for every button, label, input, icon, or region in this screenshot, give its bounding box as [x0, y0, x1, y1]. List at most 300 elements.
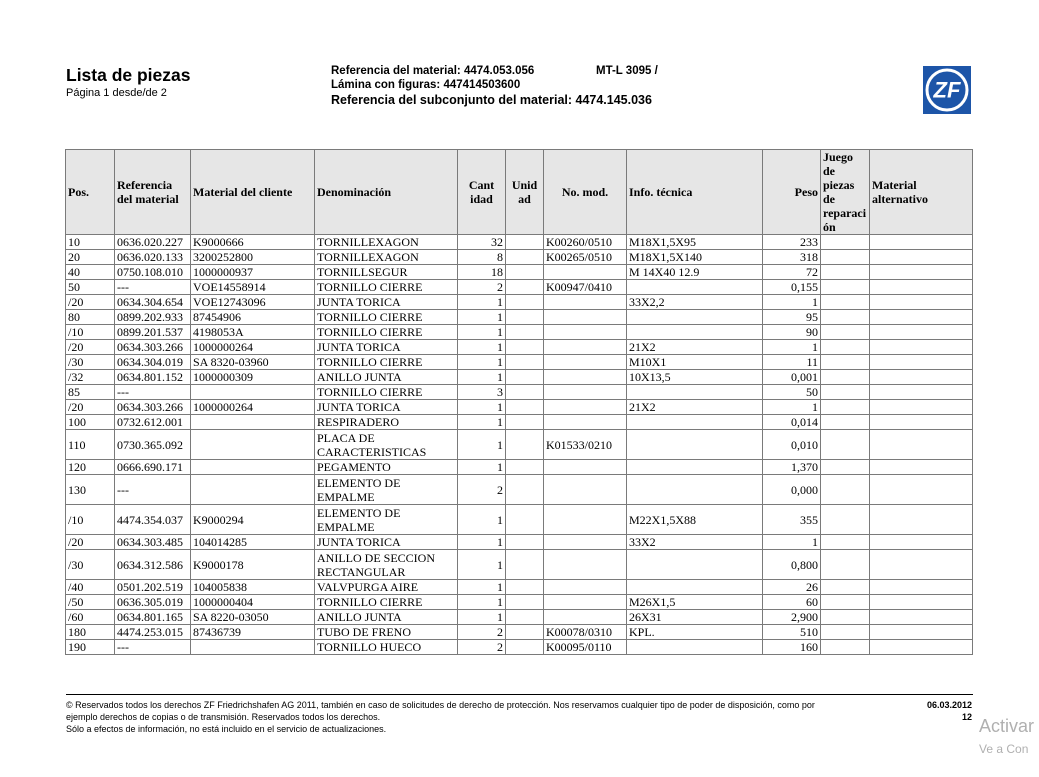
cell-quantity: 1	[458, 505, 506, 535]
cell-alt-material	[870, 640, 973, 655]
cell-model-no: K00265/0510	[544, 250, 627, 265]
cell-pos: 10	[66, 235, 115, 250]
cell-pos: /40	[66, 580, 115, 595]
cell-repair-kit	[821, 460, 870, 475]
col-customer-material: Material del cliente	[191, 150, 315, 235]
cell-quantity: 1	[458, 340, 506, 355]
cell-model-no: K01533/0210	[544, 430, 627, 460]
cell-customer-material: 1000000404	[191, 595, 315, 610]
cell-alt-material	[870, 535, 973, 550]
cell-denomination: PLACA DE CARACTERISTICAS	[315, 430, 458, 460]
cell-repair-kit	[821, 640, 870, 655]
cell-model-no	[544, 505, 627, 535]
cell-customer-material: K9000178	[191, 550, 315, 580]
table-row	[66, 415, 973, 430]
cell-model-no	[544, 400, 627, 415]
cell-technical-info: KPL.	[627, 625, 763, 640]
cell-repair-kit	[821, 250, 870, 265]
cell-weight: 1	[763, 295, 821, 310]
cell-pos: /30	[66, 550, 115, 580]
page-info: Página 1 desde/de 2	[66, 87, 167, 99]
cell-quantity: 1	[458, 415, 506, 430]
cell-weight: 90	[763, 325, 821, 340]
cell-material-ref: 0899.201.537	[115, 325, 191, 340]
table-row	[66, 610, 973, 625]
cell-customer-material: K9000294	[191, 505, 315, 535]
cell-customer-material: 1000000309	[191, 370, 315, 385]
cell-denomination: TORNILLO CIERRE	[315, 325, 458, 340]
cell-alt-material	[870, 385, 973, 400]
cell-unit	[506, 265, 544, 280]
cell-customer-material	[191, 385, 315, 400]
cell-unit	[506, 250, 544, 265]
cell-technical-info: 10X13,5	[627, 370, 763, 385]
cell-quantity: 1	[458, 430, 506, 460]
cell-alt-material	[870, 400, 973, 415]
cell-customer-material: 4198053A	[191, 325, 315, 340]
cell-pos: 80	[66, 310, 115, 325]
col-pos: Pos.	[66, 150, 115, 235]
parts-table	[65, 149, 973, 655]
cell-material-ref: 0634.801.165	[115, 610, 191, 625]
table-row	[66, 595, 973, 610]
table-row	[66, 280, 973, 295]
footer-date: 06.03.2012	[926, 700, 972, 710]
cell-technical-info	[627, 325, 763, 340]
footer-page-number: 12	[961, 712, 972, 722]
col-alt-material: Material alternativo	[870, 150, 973, 235]
cell-unit	[506, 355, 544, 370]
cell-customer-material: VOE12743096	[191, 295, 315, 310]
cell-weight: 11	[763, 355, 821, 370]
cell-material-ref: 0634.312.586	[115, 550, 191, 580]
cell-technical-info	[627, 385, 763, 400]
cell-weight: 318	[763, 250, 821, 265]
cell-denomination: ELEMENTO DE EMPALME	[315, 505, 458, 535]
cell-model-no: K00078/0310	[544, 625, 627, 640]
cell-technical-info	[627, 280, 763, 295]
cell-model-no	[544, 535, 627, 550]
table-row	[66, 640, 973, 655]
cell-denomination: ANILLO DE SECCION RECTANGULAR	[315, 550, 458, 580]
cell-unit	[506, 475, 544, 505]
cell-material-ref: 0634.303.266	[115, 340, 191, 355]
cell-material-ref: 0636.020.133	[115, 250, 191, 265]
cell-technical-info: M18X1,5X95	[627, 235, 763, 250]
cell-weight: 355	[763, 505, 821, 535]
cell-technical-info: 21X2	[627, 340, 763, 355]
cell-denomination: JUNTA TORICA	[315, 295, 458, 310]
cell-unit	[506, 340, 544, 355]
cell-repair-kit	[821, 475, 870, 505]
cell-alt-material	[870, 250, 973, 265]
cell-material-ref: 0750.108.010	[115, 265, 191, 280]
activation-watermark-sub: Ve a Con	[979, 742, 1029, 756]
cell-unit	[506, 400, 544, 415]
table-row	[66, 340, 973, 355]
cell-denomination: JUNTA TORICA	[315, 400, 458, 415]
activation-watermark: Activar	[979, 716, 1035, 736]
cell-technical-info	[627, 460, 763, 475]
mtl-code: MT-L 3095 /	[596, 65, 658, 77]
cell-quantity: 2	[458, 475, 506, 505]
cell-pos: /60	[66, 610, 115, 625]
cell-customer-material	[191, 430, 315, 460]
cell-repair-kit	[821, 625, 870, 640]
cell-pos: 120	[66, 460, 115, 475]
cell-material-ref: ---	[115, 280, 191, 295]
cell-repair-kit	[821, 310, 870, 325]
cell-pos: /20	[66, 400, 115, 415]
cell-repair-kit	[821, 415, 870, 430]
cell-alt-material	[870, 280, 973, 295]
cell-customer-material: VOE14558914	[191, 280, 315, 295]
cell-alt-material	[870, 460, 973, 475]
cell-denomination: VALVPURGA AIRE	[315, 580, 458, 595]
cell-alt-material	[870, 550, 973, 580]
cell-quantity: 1	[458, 550, 506, 580]
col-weight: Peso	[763, 150, 821, 235]
cell-alt-material	[870, 325, 973, 340]
col-unit: Unid ad	[506, 150, 544, 235]
cell-denomination: ANILLO JUNTA	[315, 370, 458, 385]
cell-material-ref: ---	[115, 475, 191, 505]
cell-repair-kit	[821, 580, 870, 595]
cell-quantity: 32	[458, 235, 506, 250]
cell-customer-material: 104005838	[191, 580, 315, 595]
cell-model-no	[544, 265, 627, 280]
cell-pos: 40	[66, 265, 115, 280]
cell-model-no	[544, 295, 627, 310]
table-row	[66, 475, 973, 505]
cell-repair-kit	[821, 505, 870, 535]
cell-denomination: ELEMENTO DE EMPALME	[315, 475, 458, 505]
cell-weight: 0,155	[763, 280, 821, 295]
cell-repair-kit	[821, 280, 870, 295]
cell-unit	[506, 385, 544, 400]
cell-weight: 72	[763, 265, 821, 280]
cell-alt-material	[870, 430, 973, 460]
page-title: Lista de piezas	[66, 65, 191, 85]
cell-denomination: TORNILLO CIERRE	[315, 310, 458, 325]
cell-technical-info	[627, 430, 763, 460]
cell-technical-info: M 14X40 12.9	[627, 265, 763, 280]
cell-material-ref: ---	[115, 640, 191, 655]
cell-alt-material	[870, 295, 973, 310]
table-row	[66, 580, 973, 595]
cell-denomination: TORNILLO CIERRE	[315, 385, 458, 400]
footer-text	[66, 699, 906, 735]
cell-denomination: TUBO DE FRENO	[315, 625, 458, 640]
cell-unit	[506, 535, 544, 550]
cell-pos: 20	[66, 250, 115, 265]
cell-weight: 0,800	[763, 550, 821, 580]
cell-quantity: 18	[458, 265, 506, 280]
cell-denomination: JUNTA TORICA	[315, 340, 458, 355]
subassembly-reference: Referencia del subconjunto del material: 4474.145.036	[331, 93, 652, 107]
cell-denomination: JUNTA TORICA	[315, 535, 458, 550]
cell-unit	[506, 415, 544, 430]
table-row	[66, 625, 973, 640]
cell-material-ref: 0501.202.519	[115, 580, 191, 595]
cell-customer-material: SA 8220-03050	[191, 610, 315, 625]
cell-alt-material	[870, 265, 973, 280]
cell-unit	[506, 595, 544, 610]
cell-material-ref: 0730.365.092	[115, 430, 191, 460]
cell-weight: 2,900	[763, 610, 821, 625]
cell-technical-info	[627, 475, 763, 505]
table-row	[66, 430, 973, 460]
cell-technical-info: M26X1,5	[627, 595, 763, 610]
cell-denomination: RESPIRADERO	[315, 415, 458, 430]
cell-pos: 100	[66, 415, 115, 430]
cell-customer-material: 3200252800	[191, 250, 315, 265]
cell-denomination: TORNILLO CIERRE	[315, 595, 458, 610]
cell-weight: 0,000	[763, 475, 821, 505]
cell-unit	[506, 295, 544, 310]
cell-model-no	[544, 610, 627, 625]
cell-alt-material	[870, 475, 973, 505]
table-row	[66, 310, 973, 325]
cell-technical-info: 21X2	[627, 400, 763, 415]
cell-alt-material	[870, 415, 973, 430]
cell-model-no	[544, 580, 627, 595]
cell-weight: 0,010	[763, 430, 821, 460]
cell-material-ref: 0634.304.019	[115, 355, 191, 370]
footer-disclaimer: Sólo a efectos de información, no está incluido en el servicio de actualizaciones.	[66, 724, 387, 734]
cell-technical-info	[627, 640, 763, 655]
cell-unit	[506, 640, 544, 655]
cell-model-no	[544, 385, 627, 400]
cell-repair-kit	[821, 265, 870, 280]
cell-pos: /50	[66, 595, 115, 610]
cell-pos: /30	[66, 355, 115, 370]
cell-weight: 50	[763, 385, 821, 400]
cell-quantity: 1	[458, 595, 506, 610]
cell-customer-material: 1000000937	[191, 265, 315, 280]
cell-material-ref: 0899.202.933	[115, 310, 191, 325]
cell-repair-kit	[821, 595, 870, 610]
cell-weight: 0,014	[763, 415, 821, 430]
cell-model-no: K00947/0410	[544, 280, 627, 295]
cell-quantity: 1	[458, 580, 506, 595]
cell-technical-info: M10X1	[627, 355, 763, 370]
cell-repair-kit	[821, 235, 870, 250]
cell-unit	[506, 310, 544, 325]
cell-pos: /20	[66, 340, 115, 355]
cell-repair-kit	[821, 550, 870, 580]
table-row	[66, 370, 973, 385]
cell-model-no: K00260/0510	[544, 235, 627, 250]
cell-weight: 1	[763, 400, 821, 415]
cell-denomination: TORNILLSEGUR	[315, 265, 458, 280]
cell-material-ref: 0634.304.654	[115, 295, 191, 310]
cell-quantity: 1	[458, 310, 506, 325]
cell-repair-kit	[821, 295, 870, 310]
cell-alt-material	[870, 505, 973, 535]
cell-unit	[506, 430, 544, 460]
cell-pos: /10	[66, 325, 115, 340]
table-row	[66, 400, 973, 415]
cell-denomination: TORNILLEXAGON	[315, 235, 458, 250]
table-row	[66, 235, 973, 250]
cell-technical-info: 33X2,2	[627, 295, 763, 310]
col-repair-kit: Juego de piezas de reparaci ón	[821, 150, 870, 235]
cell-repair-kit	[821, 430, 870, 460]
cell-material-ref: 4474.354.037	[115, 505, 191, 535]
cell-model-no	[544, 340, 627, 355]
cell-quantity: 1	[458, 400, 506, 415]
cell-repair-kit	[821, 400, 870, 415]
cell-denomination: TORNILLEXAGON	[315, 250, 458, 265]
cell-repair-kit	[821, 610, 870, 625]
cell-customer-material: 104014285	[191, 535, 315, 550]
cell-material-ref: 0666.690.171	[115, 460, 191, 475]
cell-customer-material	[191, 460, 315, 475]
cell-customer-material: 87436739	[191, 625, 315, 640]
col-material-ref: Referencia del material	[115, 150, 191, 235]
cell-customer-material: 87454906	[191, 310, 315, 325]
table-row	[66, 505, 973, 535]
table-row	[66, 325, 973, 340]
cell-repair-kit	[821, 355, 870, 370]
cell-unit	[506, 505, 544, 535]
cell-alt-material	[870, 580, 973, 595]
cell-denomination: ANILLO JUNTA	[315, 610, 458, 625]
material-reference: Referencia del material: 4474.053.056	[331, 65, 535, 77]
cell-weight: 510	[763, 625, 821, 640]
table-header-row	[66, 150, 973, 235]
cell-material-ref: 0732.612.001	[115, 415, 191, 430]
cell-weight: 26	[763, 580, 821, 595]
cell-unit	[506, 325, 544, 340]
cell-unit	[506, 580, 544, 595]
table-row	[66, 535, 973, 550]
footer-rights: ejemplo derechos de copias o de transmisión. Reservados todos los derechos.	[66, 712, 381, 722]
cell-pos: /20	[66, 295, 115, 310]
col-technical-info: Info. técnica	[627, 150, 763, 235]
zf-logo-text: ZF	[933, 77, 961, 103]
cell-alt-material	[870, 625, 973, 640]
cell-denomination: TORNILLO CIERRE	[315, 355, 458, 370]
table-row	[66, 265, 973, 280]
cell-quantity: 1	[458, 370, 506, 385]
cell-denomination: PEGAMENTO	[315, 460, 458, 475]
cell-quantity: 1	[458, 355, 506, 370]
figures-sheet: Lámina con figuras: 447414503600	[331, 79, 521, 91]
footer-copyright: © Reservados todos los derechos ZF Friedrichshafen AG 2011, también en caso de solicitudes de derecho de protección. Nos reservamos cualquier tipo de poder de disposición, como por	[66, 700, 815, 710]
cell-material-ref: 4474.253.015	[115, 625, 191, 640]
cell-weight: 1	[763, 535, 821, 550]
cell-unit	[506, 610, 544, 625]
cell-technical-info: M22X1,5X88	[627, 505, 763, 535]
cell-quantity: 1	[458, 295, 506, 310]
cell-material-ref: 0634.801.152	[115, 370, 191, 385]
cell-unit	[506, 235, 544, 250]
table-row	[66, 460, 973, 475]
table-row	[66, 385, 973, 400]
cell-model-no	[544, 310, 627, 325]
cell-pos: /32	[66, 370, 115, 385]
cell-customer-material	[191, 640, 315, 655]
cell-material-ref: 0634.303.266	[115, 400, 191, 415]
cell-alt-material	[870, 595, 973, 610]
cell-quantity: 1	[458, 610, 506, 625]
cell-pos: 85	[66, 385, 115, 400]
cell-weight: 95	[763, 310, 821, 325]
cell-technical-info	[627, 580, 763, 595]
table-row	[66, 355, 973, 370]
cell-quantity: 1	[458, 535, 506, 550]
cell-customer-material: 1000000264	[191, 400, 315, 415]
cell-quantity: 2	[458, 280, 506, 295]
cell-alt-material	[870, 370, 973, 385]
cell-weight: 1,370	[763, 460, 821, 475]
table-row	[66, 295, 973, 310]
cell-customer-material: SA 8320-03960	[191, 355, 315, 370]
cell-customer-material: K9000666	[191, 235, 315, 250]
cell-alt-material	[870, 610, 973, 625]
cell-material-ref: ---	[115, 385, 191, 400]
col-denomination: Denominación	[315, 150, 458, 235]
cell-material-ref: 0636.020.227	[115, 235, 191, 250]
cell-quantity: 2	[458, 625, 506, 640]
zf-logo	[923, 66, 971, 114]
cell-pos: 110	[66, 430, 115, 460]
col-quantity: Cant idad	[458, 150, 506, 235]
cell-alt-material	[870, 235, 973, 250]
table-row	[66, 250, 973, 265]
table-row	[66, 550, 973, 580]
cell-quantity: 8	[458, 250, 506, 265]
cell-weight: 160	[763, 640, 821, 655]
cell-repair-kit	[821, 535, 870, 550]
cell-quantity: 2	[458, 640, 506, 655]
cell-weight: 233	[763, 235, 821, 250]
cell-technical-info	[627, 550, 763, 580]
cell-model-no	[544, 595, 627, 610]
cell-quantity: 1	[458, 325, 506, 340]
col-model-no: No. mod.	[544, 150, 627, 235]
cell-model-no	[544, 355, 627, 370]
cell-pos: 180	[66, 625, 115, 640]
cell-weight: 0,001	[763, 370, 821, 385]
cell-model-no	[544, 550, 627, 580]
cell-model-no	[544, 460, 627, 475]
cell-quantity: 1	[458, 460, 506, 475]
cell-denomination: TORNILLO CIERRE	[315, 280, 458, 295]
footer-divider	[66, 694, 973, 695]
cell-material-ref: 0636.305.019	[115, 595, 191, 610]
cell-repair-kit	[821, 385, 870, 400]
cell-unit	[506, 370, 544, 385]
cell-weight: 1	[763, 340, 821, 355]
cell-alt-material	[870, 355, 973, 370]
cell-technical-info: M18X1,5X140	[627, 250, 763, 265]
cell-alt-material	[870, 340, 973, 355]
cell-material-ref: 0634.303.485	[115, 535, 191, 550]
cell-customer-material	[191, 475, 315, 505]
cell-repair-kit	[821, 370, 870, 385]
cell-pos: 190	[66, 640, 115, 655]
cell-unit	[506, 625, 544, 640]
cell-model-no	[544, 415, 627, 430]
cell-model-no	[544, 325, 627, 340]
cell-customer-material	[191, 415, 315, 430]
cell-repair-kit	[821, 325, 870, 340]
cell-repair-kit	[821, 340, 870, 355]
cell-alt-material	[870, 310, 973, 325]
